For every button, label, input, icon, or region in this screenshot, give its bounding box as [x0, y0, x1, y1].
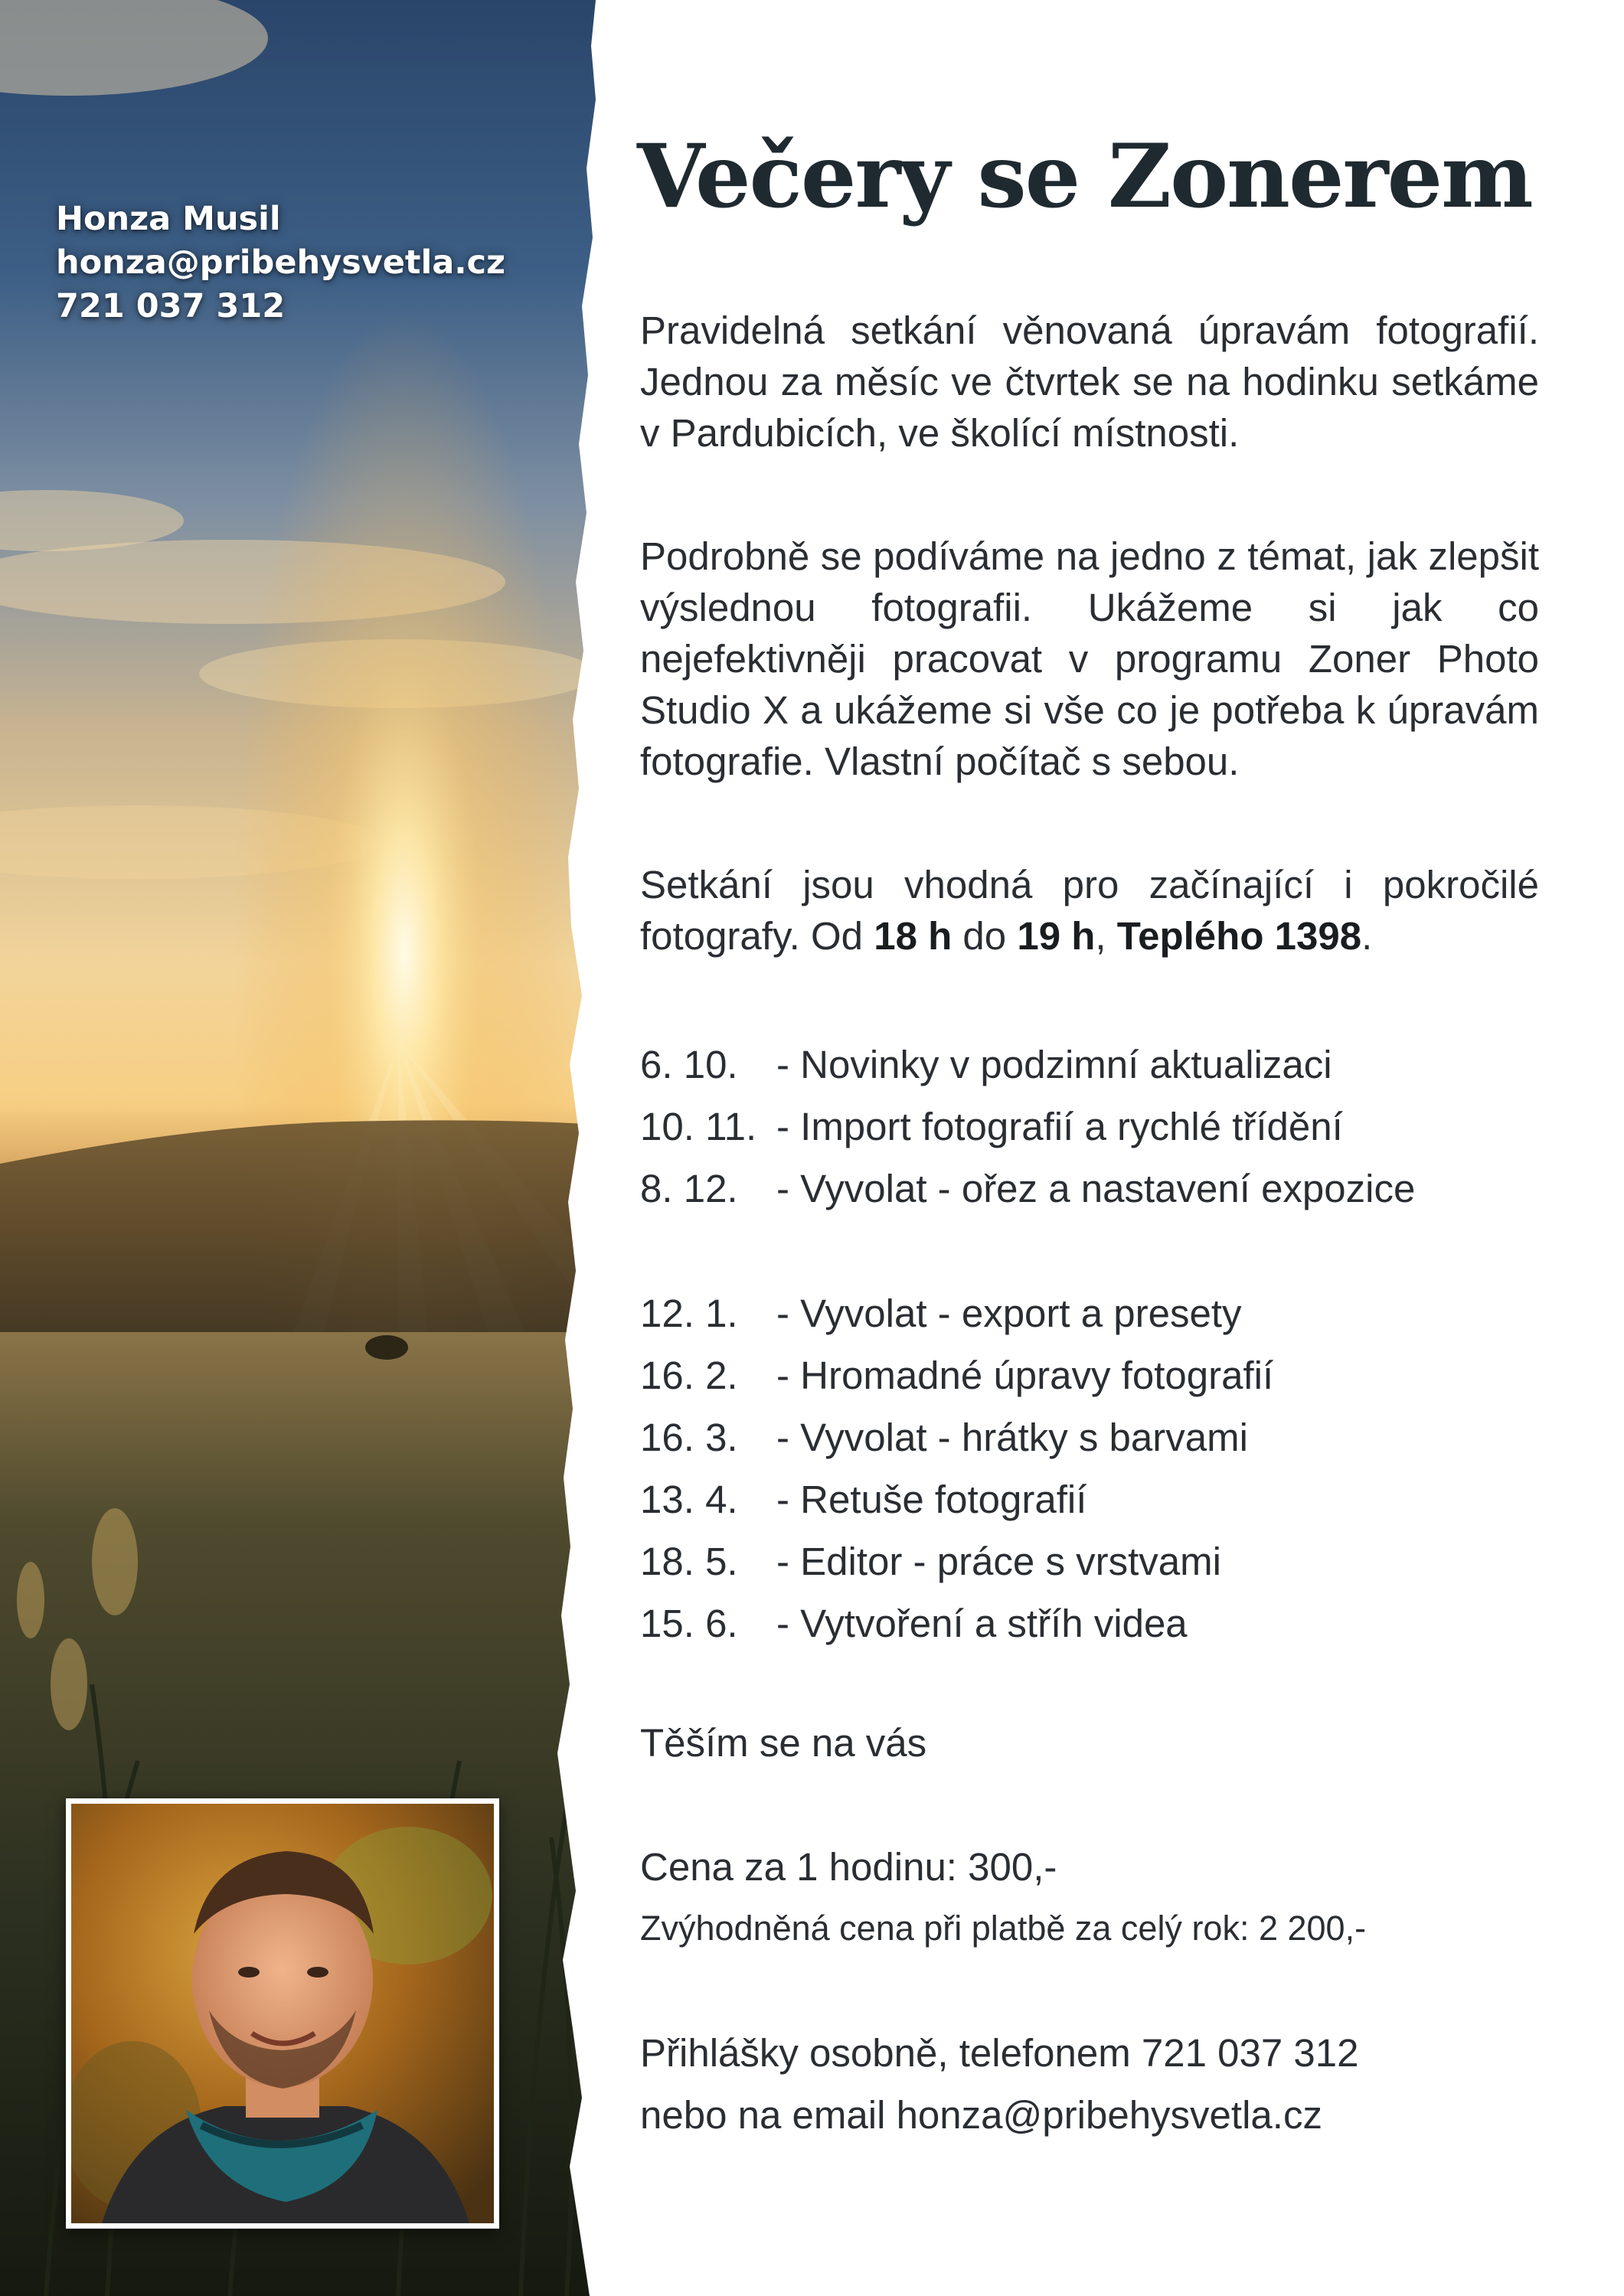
schedule-date: 6. 10. [640, 1043, 738, 1086]
schedule-date: 18. 5. [640, 1540, 738, 1583]
details-paragraph: Podrobně se podíváme na jedno z témat, jak zlepšit výslednou fotografii. Ukážeme si jak co nejefektivněji pracovat v programu Zoner Photo Studio X a ukážeme si vše co je potřeba k úpravám fotografie. Vlastní počítač s sebou. [640, 534, 1539, 783]
end-time: 19 h [1017, 914, 1096, 958]
schedule-item [640, 1592, 1539, 1654]
schedule-date: 10. 11. [640, 1105, 757, 1148]
contact-email[interactable]: honza@pribehysvetla.cz [56, 243, 506, 282]
schedule-topic: - Retuše fotografií [776, 1478, 1087, 1521]
schedule-item [640, 1406, 1539, 1468]
schedule-item [640, 1530, 1539, 1592]
landscape-photo-panel [0, 0, 613, 2296]
schedule-item [640, 1158, 1539, 1220]
schedule-topic: - Hromadné úpravy fotografií [776, 1354, 1274, 1397]
venue-address: Teplého 1398 [1116, 914, 1362, 958]
schedule-topic: - Vyvolat - ořez a nastavení expozice [776, 1167, 1416, 1210]
audience-separator: , [1095, 914, 1117, 958]
contact-phone[interactable]: 721 037 312 [56, 287, 286, 325]
closing-line: Těším se na vás [640, 1721, 927, 1765]
schedule-topic: - Vytvoření a stříh videa [776, 1602, 1188, 1645]
contact-block [56, 198, 546, 328]
schedule-topic: - Editor - práce s vrstvami [776, 1540, 1221, 1583]
schedule-topic: - Vyvolat - hrátky s barvami [776, 1416, 1248, 1459]
schedule-item [640, 1468, 1539, 1530]
schedule-list-autumn [640, 1034, 1539, 1220]
main-content [640, 305, 1539, 2146]
schedule-divider [640, 1220, 1539, 1282]
hourly-price: Cena za 1 hodinu: 300,- [640, 1845, 1057, 1889]
schedule-date: 16. 3. [640, 1416, 738, 1459]
schedule-item [640, 1344, 1539, 1406]
portrait-photo [71, 1804, 494, 2223]
audience-paragraph [640, 859, 1539, 962]
schedule-date: 16. 2. [640, 1354, 738, 1397]
start-time: 18 h [874, 914, 953, 958]
schedule-topic: - Import fotografií a rychlé třídění [776, 1105, 1343, 1148]
schedule-date: 12. 1. [640, 1292, 738, 1335]
audience-suffix: . [1361, 914, 1373, 958]
schedule-item [640, 1096, 1539, 1158]
schedule-topic: - Vyvolat - export a presety [776, 1292, 1242, 1335]
schedule-date: 8. 12. [640, 1167, 738, 1210]
schedule-topic: - Novinky v podzimní aktualizaci [776, 1043, 1332, 1086]
schedule-date: 13. 4. [640, 1478, 738, 1521]
schedule-item [640, 1282, 1539, 1344]
signup-block [640, 2022, 1539, 2146]
portrait-frame [66, 1798, 499, 2229]
signup-email-line: nebo na email honza@pribehysvetla.cz [640, 2093, 1322, 2137]
contact-name: Honza Musil [56, 200, 281, 238]
schedule-date: 15. 6. [640, 1602, 738, 1645]
signup-phone-line: Přihlášky osobně, telefonem 721 037 312 [640, 2031, 1359, 2075]
page-title: Večery se Zonerem [637, 125, 1532, 227]
audience-prefix: Setkání jsou vhodná pro začínající i pokročilé fotografy. Od [640, 863, 1539, 958]
yearly-price: Zvýhodněná cena při platbě za celý rok: 2 200,- [640, 1909, 1367, 1948]
schedule-list-spring [640, 1282, 1539, 1654]
intro-paragraph: Pravidelná setkání věnovaná úpravám fotografií. Jednou za měsíc ve čtvrtek se na hodinku setkáme v Pardubicích, ve školící místnosti. [640, 309, 1539, 455]
audience-middle: do [952, 914, 1018, 958]
schedule-item [640, 1034, 1539, 1096]
